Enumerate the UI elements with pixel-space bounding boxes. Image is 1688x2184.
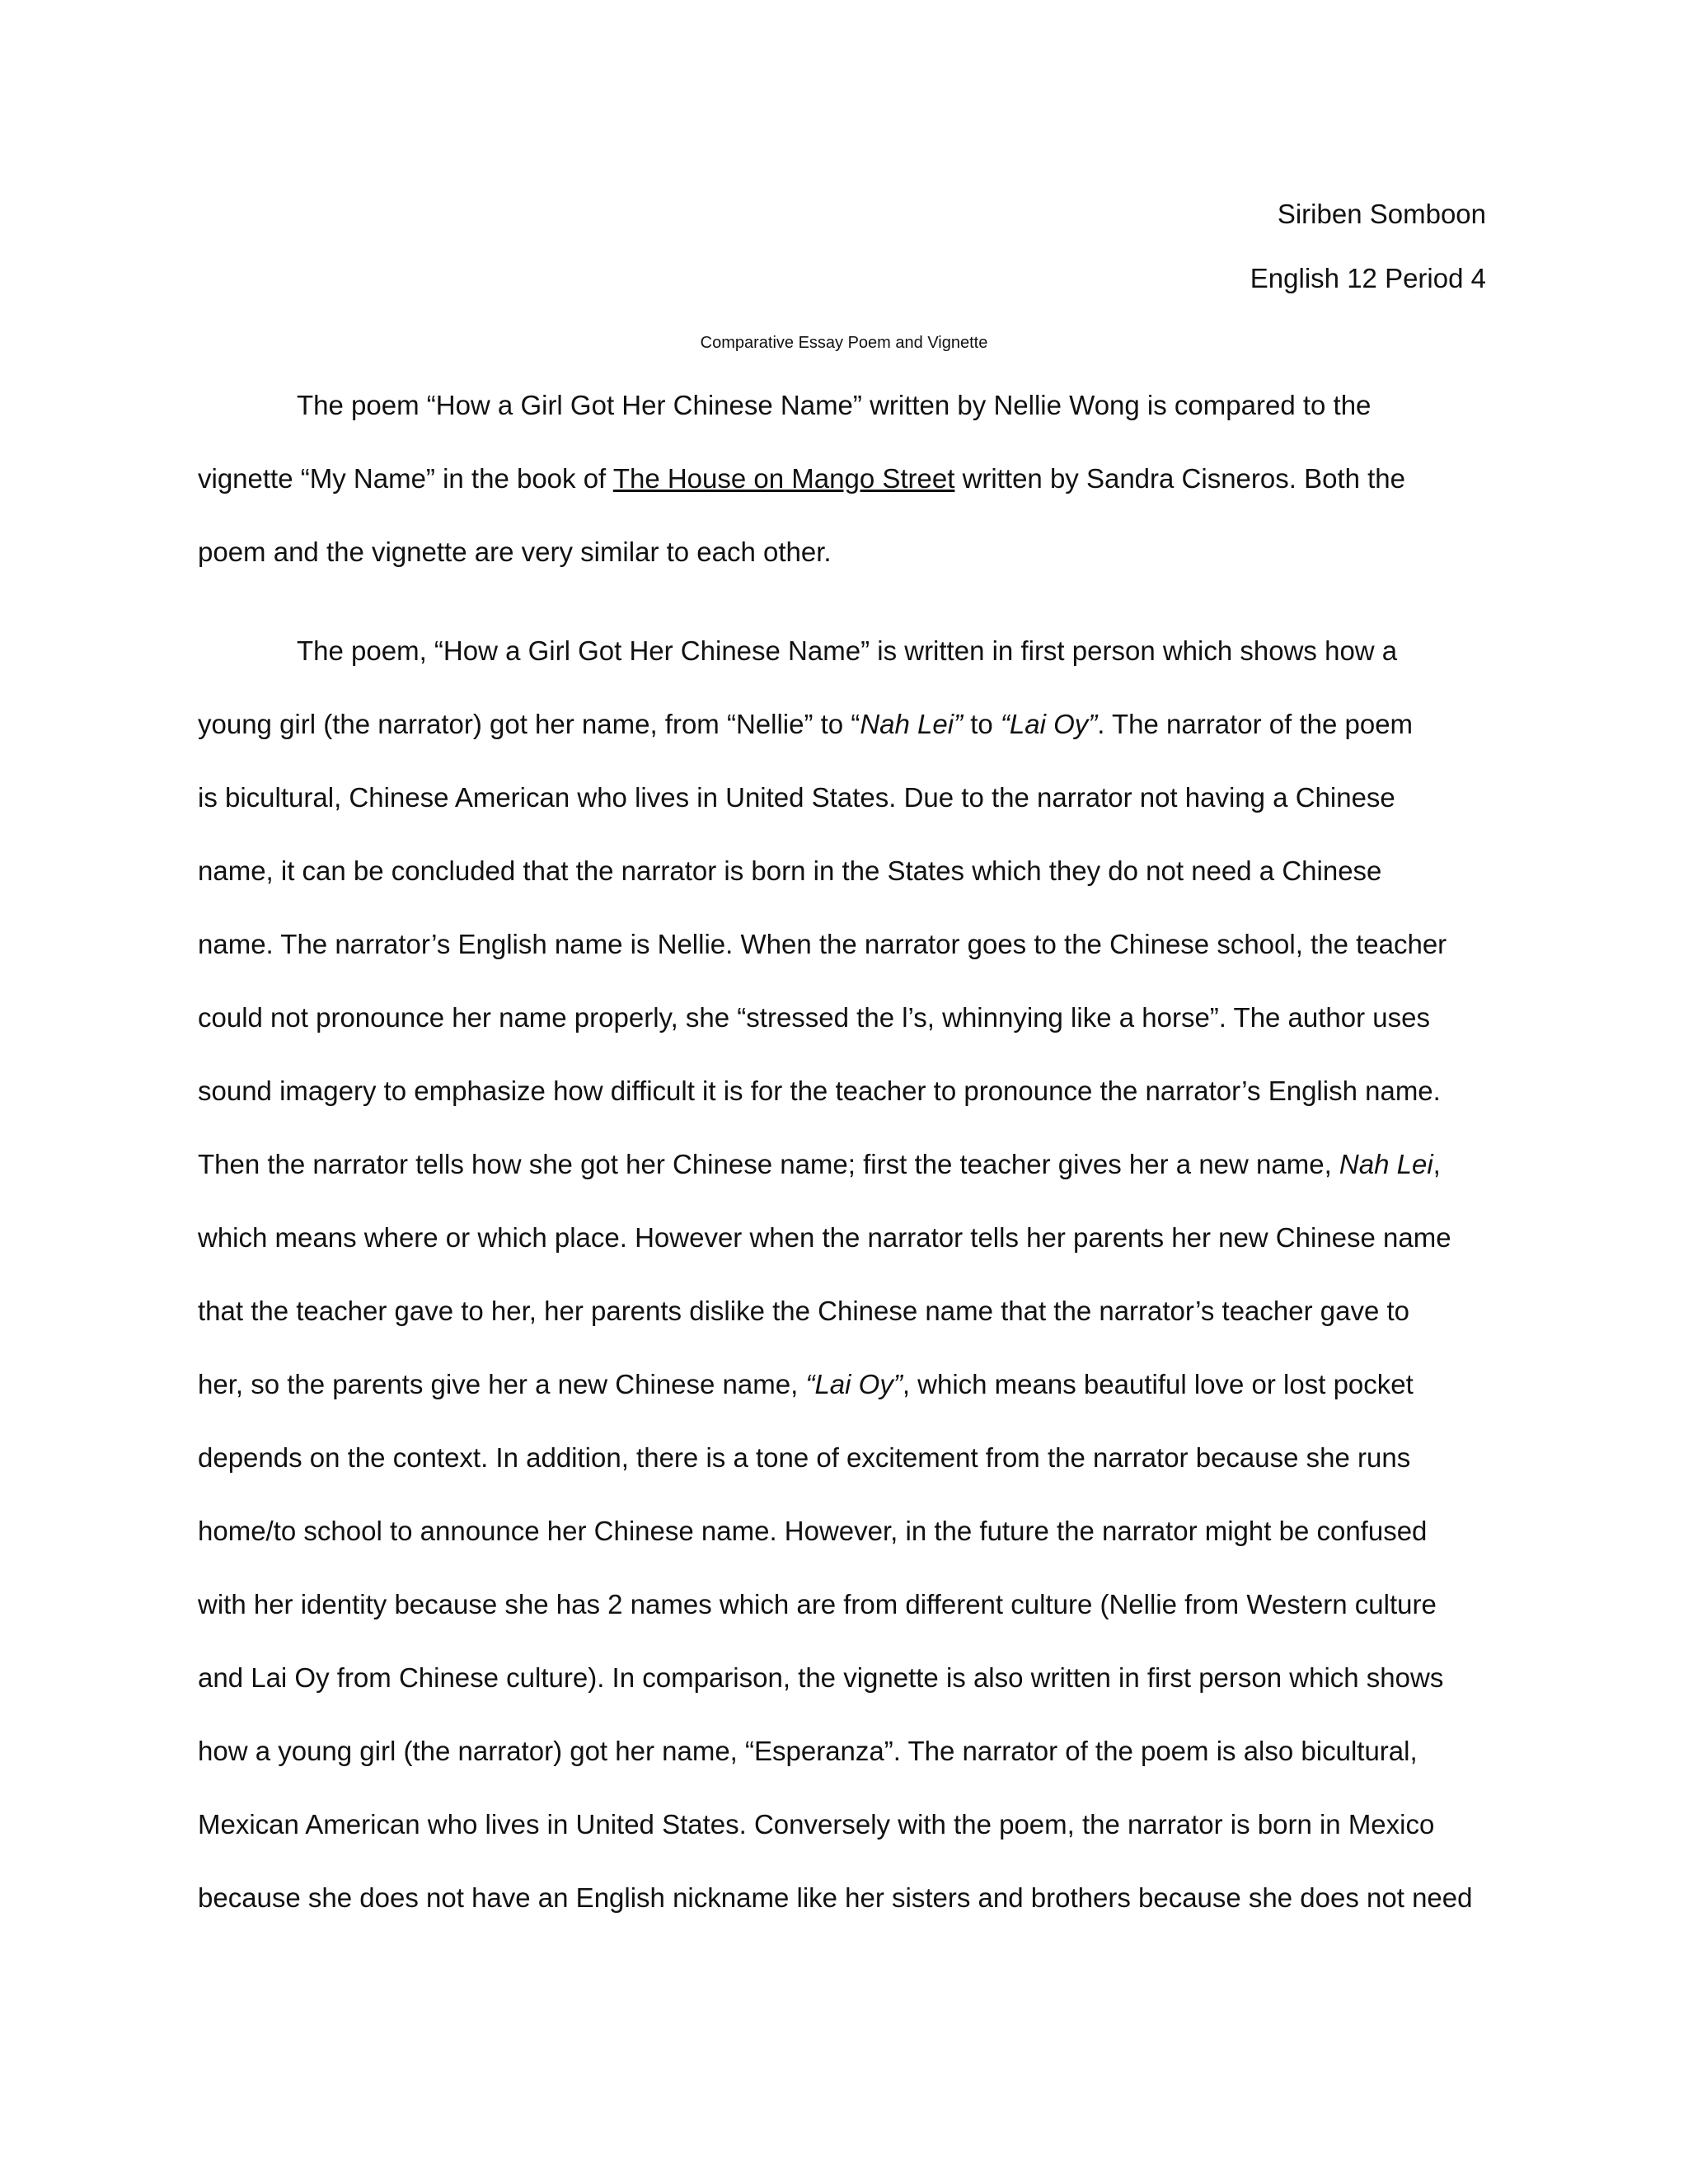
paragraph2-line9: which means where or which place. However when the narrator tells her parents her new Chinese name <box>198 1222 1451 1253</box>
text-run: . The narrator of the poem <box>1097 709 1414 739</box>
paragraph2-line14: with her identity because she has 2 names which are from different culture (Nellie from Western culture <box>198 1589 1437 1619</box>
paragraph2-line15: and Lai Oy from Chinese culture). In comparison, the vignette is also written in first person which shows <box>198 1662 1444 1693</box>
text-run: , which means beautiful love or lost pocket <box>902 1369 1414 1399</box>
paragraph2-line18: because she does not have an English nickname like her sisters and brothers because she does not need <box>198 1882 1473 1913</box>
paragraph1-line3: poem and the vignette are very similar to each other. <box>198 537 832 567</box>
chinese-name-nah-lei: Nah Lei <box>1339 1149 1433 1179</box>
paragraph1-line2 <box>198 462 1405 495</box>
course-period: English 12 Period 4 <box>1250 263 1486 293</box>
paragraph2-line13: home/to school to announce her Chinese name. However, in the future the narrator might be confused <box>198 1516 1428 1546</box>
paragraph2-line17: Mexican American who lives in United States. Conversely with the poem, the narrator is born in Mexico <box>198 1809 1435 1840</box>
paragraph2-line6: could not pronounce her name properly, she “stressed the l’s, whinnying like a horse”. The author uses <box>198 1002 1431 1033</box>
text-run: Then the narrator tells how she got her Chinese name; first the teacher gives her a new name, <box>198 1149 1339 1179</box>
chinese-name-nah-lei: Nah Lei” <box>860 709 964 739</box>
text-run: young girl (the narrator) got her name, from “Nellie” to “ <box>198 709 860 739</box>
paragraph2-line12: depends on the context. In addition, there is a tone of excitement from the narrator because she runs <box>198 1442 1411 1473</box>
paragraph2-line5: name. The narrator’s English name is Nellie. When the narrator goes to the Chinese school, the teacher <box>198 929 1447 959</box>
paragraph2-line7: sound imagery to emphasize how difficult it is for the teacher to pronounce the narrator’s English name. <box>198 1076 1441 1106</box>
author-name: Siriben Somboon <box>1277 199 1486 229</box>
paragraph2-line11 <box>198 1368 1414 1401</box>
text-run: vignette “My Name” in the book of <box>198 463 613 494</box>
paragraph2-line3: is bicultural, Chinese American who lives in United States. Due to the narrator not having a Chinese <box>198 782 1395 813</box>
essay-title: Comparative Essay Poem and Vignette <box>700 334 988 352</box>
paragraph2-line8 <box>198 1148 1441 1181</box>
book-title: The House on Mango Street <box>612 463 955 494</box>
text-run: her, so the parents give her a new Chinese name, <box>198 1369 806 1399</box>
paragraph2-line2 <box>198 708 1413 741</box>
paragraph2-line16: how a young girl (the narrator) got her name, “Esperanza”. The narrator of the poem is also bicultural, <box>198 1736 1418 1766</box>
chinese-name-lai-oy: “Lai Oy” <box>805 1369 903 1399</box>
text-run: written by Sandra Cisneros. Both the <box>954 463 1406 494</box>
paragraph2-line1: The poem, “How a Girl Got Her Chinese Name” is written in first person which shows how a <box>297 635 1398 666</box>
paragraph2-line4: name, it can be concluded that the narrator is born in the States which they do not need a Chinese <box>198 855 1382 886</box>
chinese-name-lai-oy: “Lai Oy” <box>1000 709 1098 739</box>
text-run: , <box>1432 1149 1441 1179</box>
paragraph1-line1: The poem “How a Girl Got Her Chinese Name” written by Nellie Wong is compared to the <box>297 390 1372 420</box>
text-run: to <box>963 709 1001 739</box>
paragraph2-line10: that the teacher gave to her, her parents dislike the Chinese name that the narrator’s teacher gave to <box>198 1296 1410 1326</box>
